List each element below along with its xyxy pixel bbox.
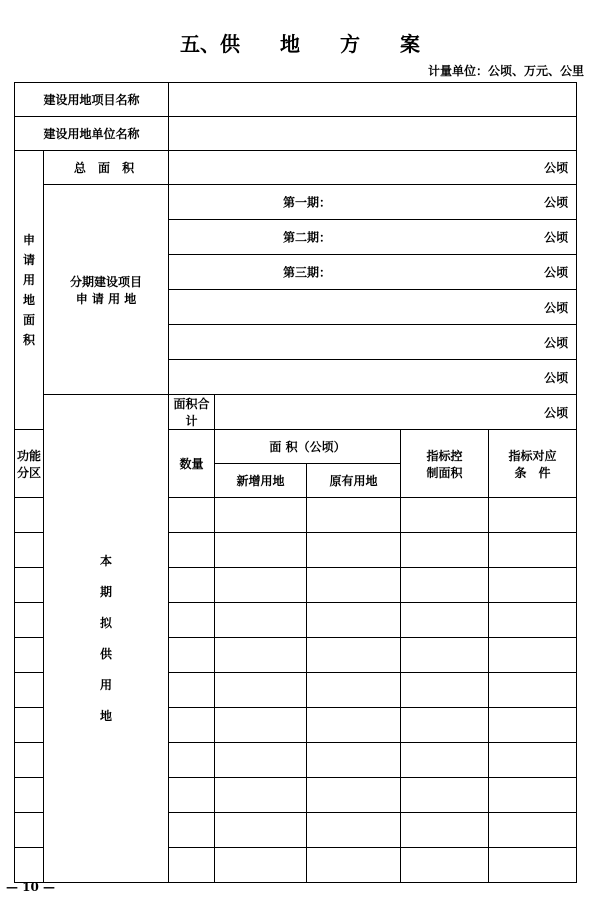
- period-extra-field[interactable]: [169, 360, 577, 395]
- control-area-cell[interactable]: [401, 743, 489, 778]
- control-header-line1: 指标控: [426, 448, 463, 463]
- count-cell[interactable]: [169, 813, 215, 848]
- condition-cell[interactable]: [489, 708, 577, 743]
- project-name-row: [15, 83, 577, 117]
- existing-land-cell[interactable]: [307, 498, 401, 533]
- condition-cell[interactable]: [489, 603, 577, 638]
- existing-land-cell[interactable]: [307, 673, 401, 708]
- period-2-field[interactable]: [169, 220, 577, 255]
- zone-cell[interactable]: [15, 638, 44, 673]
- existing-land-cell[interactable]: [307, 638, 401, 673]
- control-area-cell[interactable]: [401, 603, 489, 638]
- existing-land-cell[interactable]: [307, 533, 401, 568]
- count-cell[interactable]: [169, 568, 215, 603]
- unit-name-row: [15, 117, 577, 151]
- control-area-cell[interactable]: [401, 498, 489, 533]
- section-label-char: 地: [22, 293, 35, 307]
- new-land-cell[interactable]: [215, 568, 307, 603]
- unit-label: 公顷: [544, 265, 569, 280]
- zone-cell[interactable]: [15, 708, 44, 743]
- existing-land-cell[interactable]: [307, 603, 401, 638]
- zone-cell[interactable]: [15, 498, 44, 533]
- condition-cell[interactable]: [489, 813, 577, 848]
- existing-land-cell[interactable]: [307, 568, 401, 603]
- count-cell[interactable]: [169, 498, 215, 533]
- section-label-char: 请: [22, 253, 35, 267]
- condition-cell[interactable]: [489, 743, 577, 778]
- condition-cell[interactable]: [489, 778, 577, 813]
- area-total-label: 面积合计: [169, 395, 215, 430]
- unit-label: 公顷: [544, 405, 569, 420]
- zone-cell[interactable]: [15, 533, 44, 568]
- section-label-char: 本: [100, 553, 113, 568]
- condition-cell[interactable]: [489, 568, 577, 603]
- new-land-cell[interactable]: [215, 603, 307, 638]
- existing-land-cell[interactable]: [307, 708, 401, 743]
- zone-cell[interactable]: [15, 603, 44, 638]
- period-2-label: 第二期：: [283, 230, 332, 245]
- condition-header-line1: 指标对应: [508, 448, 557, 463]
- condition-cell[interactable]: [489, 498, 577, 533]
- area-total-field[interactable]: [215, 395, 577, 430]
- staged-label-line2: 申 请 用 地: [75, 291, 137, 306]
- unit-label: 公顷: [544, 230, 569, 245]
- condition-cell[interactable]: [489, 638, 577, 673]
- unit-name-field[interactable]: [169, 117, 577, 151]
- count-cell[interactable]: [169, 638, 215, 673]
- unit-name-label: 建设用地单位名称: [15, 117, 169, 151]
- unit-label: 公顷: [544, 370, 569, 385]
- count-cell[interactable]: [169, 708, 215, 743]
- new-land-cell[interactable]: [215, 533, 307, 568]
- section-label-char: 面: [22, 313, 35, 327]
- period-3-label: 第三期：: [283, 265, 332, 280]
- new-land-cell[interactable]: [215, 673, 307, 708]
- staged-label-line1: 分期建设项目: [70, 274, 143, 289]
- existing-land-cell[interactable]: [307, 848, 401, 883]
- control-area-cell[interactable]: [401, 848, 489, 883]
- section-label-char: 供: [100, 646, 113, 661]
- count-cell[interactable]: [169, 778, 215, 813]
- zone-cell[interactable]: [15, 743, 44, 778]
- staged-project-label: [44, 185, 169, 395]
- period-1-field[interactable]: [169, 185, 577, 220]
- condition-cell[interactable]: [489, 533, 577, 568]
- total-area-row: [15, 151, 577, 185]
- control-area-cell[interactable]: [401, 638, 489, 673]
- total-area-label: 总 面 积: [44, 151, 169, 185]
- zone-header: 功能分区: [15, 430, 44, 498]
- count-cell[interactable]: [169, 673, 215, 708]
- unit-label: 公顷: [544, 300, 569, 315]
- existing-land-cell[interactable]: [307, 813, 401, 848]
- section-label-char: 用: [22, 273, 35, 287]
- section-label-char: 地: [100, 708, 113, 723]
- section-label-char: 拟: [100, 615, 113, 630]
- new-land-cell[interactable]: [215, 708, 307, 743]
- section-label-char: 用: [100, 677, 113, 692]
- supply-section-label: [44, 395, 169, 883]
- control-area-cell[interactable]: [401, 708, 489, 743]
- control-area-cell[interactable]: [401, 813, 489, 848]
- total-area-field[interactable]: [169, 151, 577, 185]
- period-extra-field[interactable]: [169, 325, 577, 360]
- unit-label: 公顷: [544, 195, 569, 210]
- new-land-cell[interactable]: [215, 848, 307, 883]
- new-land-cell[interactable]: [215, 813, 307, 848]
- count-header: 数量: [169, 430, 215, 498]
- existing-land-cell[interactable]: [307, 778, 401, 813]
- page-title: 五、供 地 方 案: [180, 32, 420, 56]
- control-header-line2: 制面积: [426, 465, 463, 480]
- new-land-cell[interactable]: [215, 743, 307, 778]
- new-land-cell[interactable]: [215, 498, 307, 533]
- land-supply-form: [14, 82, 577, 883]
- condition-header: [489, 430, 577, 498]
- control-area-cell[interactable]: [401, 533, 489, 568]
- condition-cell[interactable]: [489, 848, 577, 883]
- condition-header-line2: 条 件: [514, 465, 551, 480]
- zone-cell[interactable]: [15, 778, 44, 813]
- existing-land-cell[interactable]: [307, 743, 401, 778]
- page-number: — 10 —: [6, 880, 56, 894]
- section-label-char: 申: [22, 233, 35, 247]
- section-label-char: 期: [100, 584, 113, 599]
- period-extra-field[interactable]: [169, 290, 577, 325]
- area-group-header: 面 积（公顷）: [215, 430, 401, 464]
- unit-note: 计量单位：公顷、万元、公里: [427, 64, 584, 78]
- project-name-label: 建设用地项目名称: [15, 83, 169, 117]
- apply-area-section-label: [15, 151, 44, 430]
- control-area-cell[interactable]: [401, 778, 489, 813]
- project-name-field[interactable]: [169, 83, 577, 117]
- control-area-cell[interactable]: [401, 568, 489, 603]
- unit-label: 公顷: [544, 335, 569, 350]
- count-cell[interactable]: [169, 848, 215, 883]
- count-cell[interactable]: [169, 533, 215, 568]
- new-land-cell[interactable]: [215, 778, 307, 813]
- control-area-cell[interactable]: [401, 673, 489, 708]
- zone-cell[interactable]: [15, 568, 44, 603]
- section-label-char: 积: [22, 333, 35, 347]
- zone-cell[interactable]: [15, 673, 44, 708]
- condition-cell[interactable]: [489, 673, 577, 708]
- count-cell[interactable]: [169, 603, 215, 638]
- period-1-label: 第一期：: [283, 195, 332, 210]
- control-area-header: [401, 430, 489, 498]
- unit-label: 公顷: [544, 161, 569, 175]
- existing-land-header: 原有用地: [307, 464, 401, 498]
- zone-cell[interactable]: [15, 848, 44, 883]
- period-row: [15, 185, 577, 220]
- zone-cell[interactable]: [15, 813, 44, 848]
- period-3-field[interactable]: [169, 255, 577, 290]
- new-land-cell[interactable]: [215, 638, 307, 673]
- count-cell[interactable]: [169, 743, 215, 778]
- new-land-header: 新增用地: [215, 464, 307, 498]
- area-total-row: [15, 395, 577, 430]
